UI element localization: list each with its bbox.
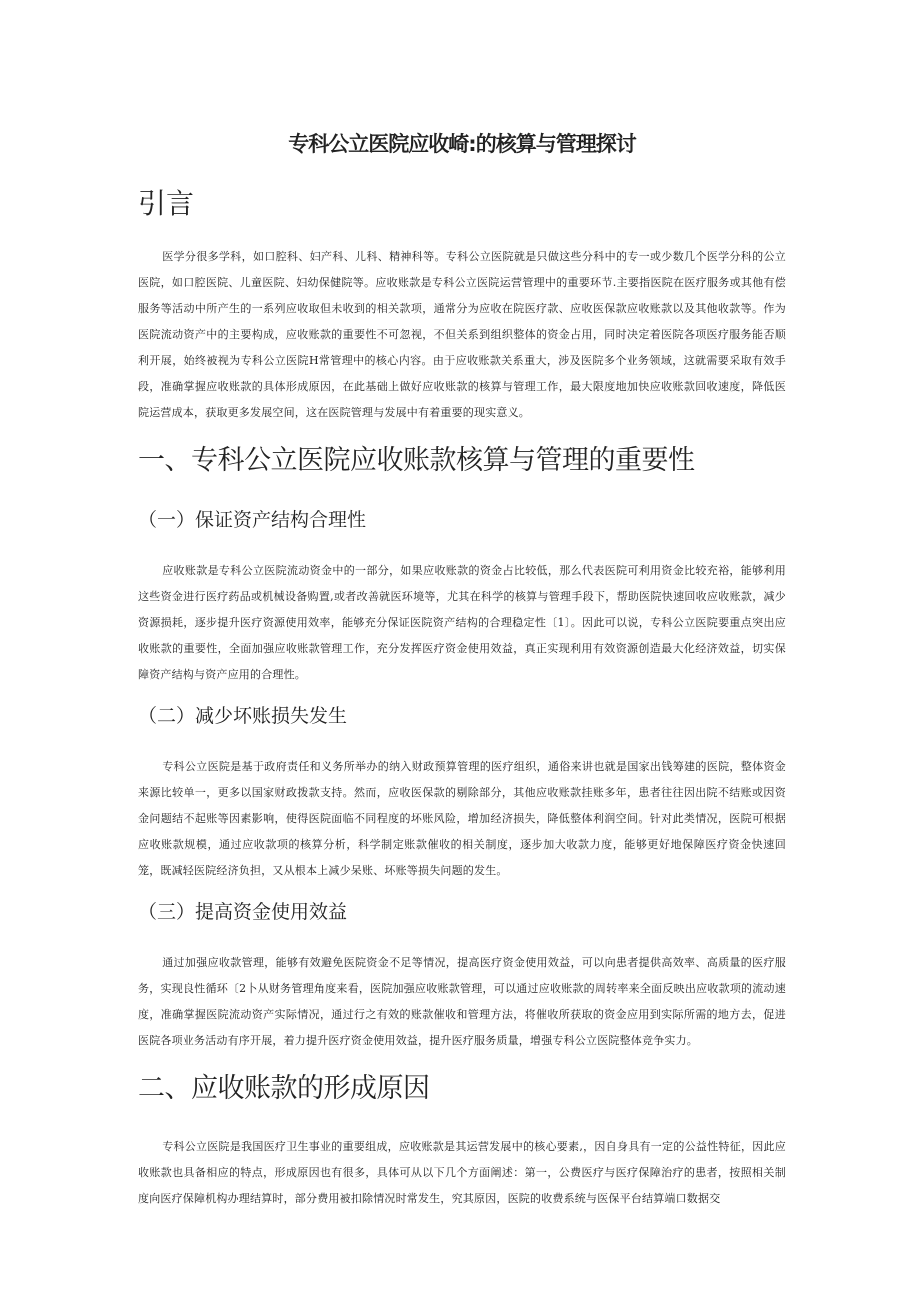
section1-sub3-paragraph: 通过加强应收款管理，能够有效避免医院资金不足等情况，提高医疗资金使用效益，可以向患者提供高效率、高质量的医疗服务，实现良性循环〔2卜从财务管理角度来看，医院加强应收账款管理，可以通过应收账款的周转率来全面反映出应收款项的流动速度，准确掌握医院流动资产实际情况，通过行之有效的账款催收和管理方法，将催收所获取的资金应用到实际所需的地方去，促进医院各项业务活动有序开展，着力提升医疗资金使用效益，提升医疗服务质量，增强专科公立医院整体竞争实力。 [138,956,786,1047]
section1-sub1-paragraph: 应收账款是专科公立医院流动资金中的一部分，如果应收账款的资金占比较低，那么代表医院可利用资金比较充裕，能够利用这些资金进行医疗药品或机械设备购置,或者改善就医环境等，尤其在科学的核算与管理手段下，帮助医院快速回收应收账款，减少资源损耗，逐步提升医疗资源使用效率，能够充分保证医院资产结构的合理稳定性〔1〕。因此可以说，专科公立医院要重点突出应收账款的重要性，全面加强应收账款管理工作，充分发挥医疗资金使用效益，真正实现利用有效资源创造最大化经济效益，切实保障资产结构与资产应用的合理性。 [138,564,786,681]
section2-heading: 二、应收账款的形成原因 [138,1073,430,1104]
section1-sub2-paragraph: 专科公立医院是基于政府责任和义务所举办的纳入财政预算管理的医疗组织，通俗来讲也就是国家出钱筹建的医院，整体资金来源比较单一，更多以国家财政拨款支持。然而，应收医保款的剔除部分，其他应收账款挂账多年，患者往往因出院不结账或因资金问题结不起账等因素影响，使得医院面临不同程度的坏账风险，增加经济损失，降低整体利润空间。针对此类情况，医院可根据应收账款规模，通过应收款项的核算分析，科学制定账款催收的相关制度，逐步加大收款力度，能够更好地保障医疗资金快速回笼，既减轻医院经济负担，又从根本上减少呆账、坏账等损失问题的发生。 [138,760,786,877]
section1-sub3-heading: （三）提高资金使用效益 [138,901,348,923]
section2-paragraph: 专科公立医院是我国医疗卫生事业的重要组成，应收账款是其运营发展中的核心要素,，因自身具有一定的公益性特征，因此应收账款也具备相应的特点，形成原因也有很多，具体可从以下几个方面阐述：第一，公费医疗与医疗保障治疗的患者，按照相关制度向医疗保障机构办理结算时，部分费用被扣除情况时常发生，究其原因，医院的收费系统与医保平台结算端口数据交 [138,1140,786,1205]
document-title: 专科公立医院应收崎:的核算与管理探讨 [288,132,636,156]
section1-sub2-heading: （二）减少坏账损失发生 [138,705,348,727]
section1-heading: 一、专科公立医院应收账款核算与管理的重要性 [138,445,695,476]
intro-heading: 引言 [138,187,195,220]
document-page [138,128,786,1226]
section1-sub1-heading: （一）保证资产结构合理性 [138,509,367,531]
intro-paragraph: 医学分很多学科，如口腔科、妇产科、儿科、精神科等。专科公立医院就是只做这些分科中的专一或少数几个医学分科的公立医院，如口腔医院、儿童医院、妇幼保健院等。应收账款是专科公立医院运营管理中的重要环节.主要指医院在医疗服务或其他有偿服务等活动中所产生的一系列应收取但未收到的相关款项，通常分为应收在院医疗款、应收医保款应收账款以及其他收款等。作为医院流动资产中的主要构成，应收账款的重要性不可忽视，不但关系到组织整体的资金占用，同时决定着医院各项医疗服务能否顺利开展，始终被视为专科公立医院H常管理中的核心内容。由于应收账款关系重大，涉及医院多个业务领域，这就需要采取有效手段，准确掌握应收账款的具体形成原因，在此基础上做好应收账款的核算与管理工作，最大限度地加快应收账款回收速度，降低医院运营成本，获取更多发展空间，这在医院管理与发展中有着重要的现实意义。 [138,250,786,419]
